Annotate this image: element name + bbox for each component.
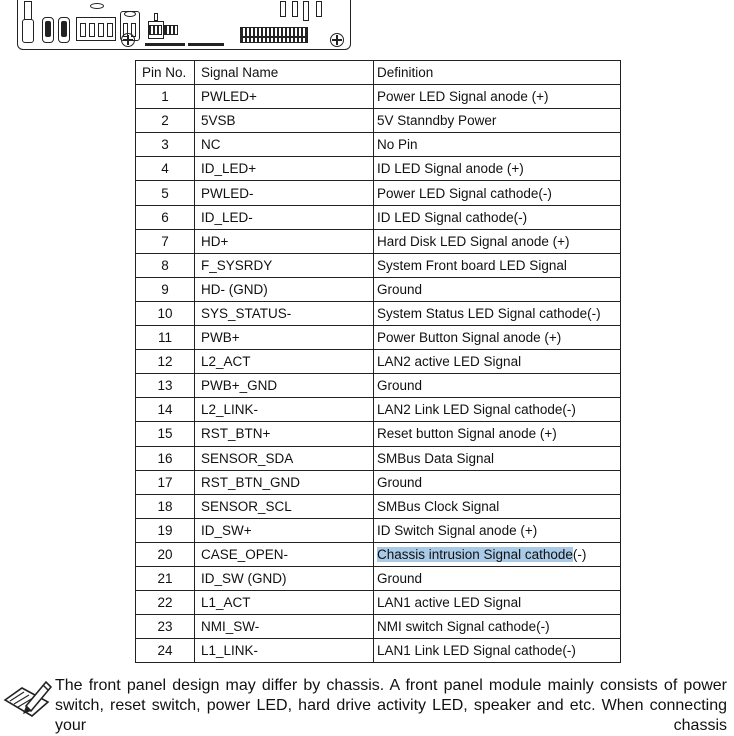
signal-name-cell: L2_LINK-	[195, 398, 374, 422]
pin-number-cell: 5	[136, 181, 195, 205]
table-row	[136, 157, 621, 181]
definition-cell: LAN2 Link LED Signal cathode(-)	[374, 398, 621, 422]
table-row	[136, 422, 621, 446]
table-row	[136, 398, 621, 422]
definition-cell: ID Switch Signal anode (+)	[374, 518, 621, 542]
motherboard-illustration	[17, 0, 351, 50]
pencil-note-icon	[2, 676, 52, 718]
pin-number-cell: 6	[136, 205, 195, 229]
pin-number-cell: 15	[136, 422, 195, 446]
table-row	[136, 109, 621, 133]
note-text: The front panel design may differ by chassis. A front panel module mainly consists of power switch, reset switch, power LED, hard drive activity LED, speaker and etc. When connecting your chassis	[55, 677, 727, 734]
header-signal-name: Signal Name	[195, 61, 374, 85]
signal-name-cell: ID_SW (GND)	[195, 566, 374, 590]
table-row	[136, 350, 621, 374]
definition-cell: SMBus Clock Signal	[374, 494, 621, 518]
signal-name-cell: SENSOR_SCL	[195, 494, 374, 518]
signal-name-cell: PWB+_GND	[195, 374, 374, 398]
pin-number-cell: 12	[136, 350, 195, 374]
pin-number-cell: 8	[136, 253, 195, 277]
pin-number-cell: 22	[136, 591, 195, 615]
signal-name-cell: PWB+	[195, 326, 374, 350]
pin-number-cell: 23	[136, 615, 195, 639]
header-pin-no: Pin No.	[136, 61, 195, 85]
table-row	[136, 374, 621, 398]
definition-cell: LAN1 Link LED Signal cathode(-)	[374, 639, 621, 663]
table-row	[136, 301, 621, 325]
signal-name-cell: NC	[195, 133, 374, 157]
signal-name-cell: F_SYSRDY	[195, 253, 374, 277]
pin-number-cell: 21	[136, 566, 195, 590]
definition-cell: LAN2 active LED Signal	[374, 350, 621, 374]
table-row	[136, 181, 621, 205]
table-row	[136, 591, 621, 615]
signal-name-cell: PWLED-	[195, 181, 374, 205]
definition-cell: Hard Disk LED Signal anode (+)	[374, 229, 621, 253]
table-row	[136, 639, 621, 663]
table-row	[136, 205, 621, 229]
signal-name-cell: 5VSB	[195, 109, 374, 133]
header-definition: Definition	[374, 61, 621, 85]
pinout-table-body	[136, 85, 621, 663]
definition-cell: Reset button Signal anode (+)	[374, 422, 621, 446]
pin-number-cell: 2	[136, 109, 195, 133]
pin-number-cell: 11	[136, 326, 195, 350]
table-row	[136, 566, 621, 590]
definition-cell: Power Button Signal anode (+)	[374, 326, 621, 350]
definition-cell: Ground	[374, 277, 621, 301]
table-row	[136, 542, 621, 566]
highlighted-text: Chassis intrusion Signal cathode	[377, 546, 573, 562]
table-row	[136, 277, 621, 301]
definition-cell: Ground	[374, 566, 621, 590]
definition-cell: Ground	[374, 470, 621, 494]
signal-name-cell: HD+	[195, 229, 374, 253]
signal-name-cell: PWLED+	[195, 85, 374, 109]
pin-number-cell: 16	[136, 446, 195, 470]
signal-name-cell: ID_LED+	[195, 157, 374, 181]
signal-name-cell: L1_ACT	[195, 591, 374, 615]
pin-number-cell: 14	[136, 398, 195, 422]
table-row	[136, 253, 621, 277]
signal-name-cell: RST_BTN+	[195, 422, 374, 446]
pin-number-cell: 4	[136, 157, 195, 181]
table-row	[136, 326, 621, 350]
pin-number-cell: 7	[136, 229, 195, 253]
pin-number-cell: 18	[136, 494, 195, 518]
definition-cell: ID LED Signal anode (+)	[374, 157, 621, 181]
table-row	[136, 446, 621, 470]
table-row	[136, 133, 621, 157]
table-row	[136, 229, 621, 253]
pin-number-cell: 17	[136, 470, 195, 494]
signal-name-cell: RST_BTN_GND	[195, 470, 374, 494]
definition-cell: NMI switch Signal cathode(-)	[374, 615, 621, 639]
definition-cell: SMBus Data Signal	[374, 446, 621, 470]
definition-cell: System Front board LED Signal	[374, 253, 621, 277]
pin-number-cell: 13	[136, 374, 195, 398]
table-header-row	[136, 61, 621, 85]
signal-name-cell: SYS_STATUS-	[195, 301, 374, 325]
definition-cell: 5V Stanndby Power	[374, 109, 621, 133]
definition-cell: No Pin	[374, 133, 621, 157]
pin-number-cell: 19	[136, 518, 195, 542]
signal-name-cell: NMI_SW-	[195, 615, 374, 639]
table-row	[136, 470, 621, 494]
signal-name-cell: HD- (GND)	[195, 277, 374, 301]
pin-number-cell: 1	[136, 85, 195, 109]
signal-name-cell: L1_LINK-	[195, 639, 374, 663]
signal-name-cell: SENSOR_SDA	[195, 446, 374, 470]
signal-name-cell: L2_ACT	[195, 350, 374, 374]
definition-cell	[374, 542, 621, 566]
table-row	[136, 494, 621, 518]
definition-cell: Power LED Signal cathode(-)	[374, 181, 621, 205]
table-row	[136, 615, 621, 639]
signal-name-cell: ID_LED-	[195, 205, 374, 229]
pin-number-cell: 20	[136, 542, 195, 566]
table-row	[136, 518, 621, 542]
definition-cell: Ground	[374, 374, 621, 398]
definition-cell: Power LED Signal anode (+)	[374, 85, 621, 109]
pin-number-cell: 10	[136, 301, 195, 325]
definition-suffix: (-)	[572, 546, 587, 562]
signal-name-cell: ID_SW+	[195, 518, 374, 542]
definition-cell: ID LED Signal cathode(-)	[374, 205, 621, 229]
pin-number-cell: 3	[136, 133, 195, 157]
definition-cell: System Status LED Signal cathode(-)	[374, 301, 621, 325]
pin-number-cell: 24	[136, 639, 195, 663]
pinout-table	[135, 60, 621, 663]
definition-cell: LAN1 active LED Signal	[374, 591, 621, 615]
pin-number-cell: 9	[136, 277, 195, 301]
table-row	[136, 85, 621, 109]
signal-name-cell: CASE_OPEN-	[195, 542, 374, 566]
